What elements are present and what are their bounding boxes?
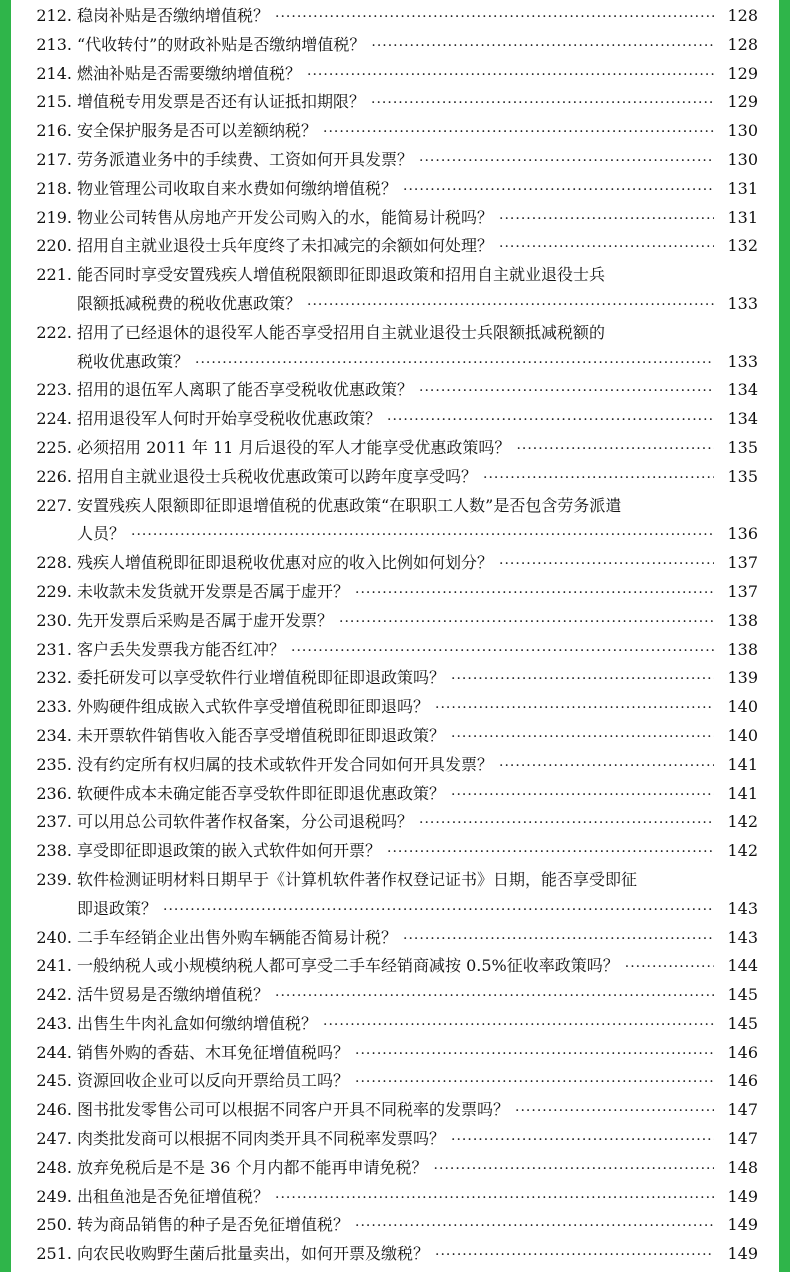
page-number: 140 [727,697,758,717]
toc-entry [30,405,760,434]
entry-number: 250. [36,1215,72,1235]
entry-title: 委托研发可以享受软件行业增值税即征即退政策吗？ [77,668,446,688]
entry-title: 未收款未发货就开发票是否属于虚开？ [77,581,350,601]
dot-leader [275,1184,714,1213]
entry-title: 向农民收购野生菌后批量卖出，如何开票及缴税？ [77,1244,430,1264]
page-number: 137 [727,581,758,601]
entry-title: 物业公司转售从房地产开发公司购入的水，能简易计税吗？ [77,207,494,227]
dot-leader [435,1241,714,1270]
entry-number: 248. [36,1157,72,1177]
page-number: 134 [727,380,758,400]
toc-entry [30,1067,760,1096]
entry-title: 税收优惠政策？ [77,351,190,371]
toc-entry [30,664,760,693]
page-number: 147 [727,1100,758,1120]
page-number: 142 [727,841,758,861]
dot-leader [371,32,714,61]
entry-title: 销售外购的香菇、木耳免征增值税吗？ [77,1042,350,1062]
toc-entry [30,866,760,895]
dot-leader [355,1068,714,1097]
dot-leader [275,3,714,32]
entry-number: 249. [36,1186,72,1206]
toc-entry [30,60,760,89]
page-number: 148 [727,1157,758,1177]
dot-leader [499,233,714,262]
dot-leader [403,176,714,205]
entry-title: 没有约定所有权归属的技术或软件开发合同如何开具发票？ [77,754,494,774]
page-number: 141 [727,754,758,774]
entry-number: 237. [36,812,72,832]
entry-number: 233. [36,697,72,717]
entry-title: 图书批发零售公司可以根据不同客户开具不同税率的发票吗？ [77,1100,510,1120]
page-number: 140 [727,725,758,745]
entry-title: 招用退役军人何时开始享受税收优惠政策？ [77,409,382,429]
entry-number: 213. [36,34,72,54]
page-number: 133 [727,293,758,313]
entry-title: 劳务派遣业务中的手续费、工资如何开具发票？ [77,149,414,169]
page-number: 131 [727,178,758,198]
toc-entry [30,492,760,521]
dot-leader [451,723,714,752]
toc-entry [30,1039,760,1068]
entry-title: 能否同时享受安置残疾人增值税限额即征即退政策和招用自主就业退役士兵 [77,265,606,285]
entry-title: 招用自主就业退役士兵年度终了未扣减完的余额如何处理？ [77,236,494,256]
toc-entry-continuation [30,290,760,319]
entry-title: 客户丢失发票我方能否红冲？ [77,639,286,659]
entry-number: 214. [36,63,72,83]
entry-title: 未开票软件销售收入能否享受增值税即征即退政策？ [77,725,446,745]
toc-entry [30,2,760,31]
page-number: 135 [727,466,758,486]
toc-entry-continuation [30,895,760,924]
entry-number: 225. [36,437,72,457]
entry-number: 241. [36,956,72,976]
page-number: 130 [727,121,758,141]
toc-entry [30,722,760,751]
entry-number: 231. [36,639,72,659]
page-number: 138 [727,639,758,659]
dot-leader [499,205,714,234]
toc-entry [30,1010,760,1039]
entry-title: 稳岗补贴是否缴纳增值税？ [77,6,270,25]
toc-entry [30,1240,760,1269]
entry-number: 224. [36,409,72,429]
page-number: 129 [727,63,758,83]
toc-entry [30,88,760,117]
dot-leader [451,1126,714,1155]
entry-number: 239. [36,869,72,889]
page-number: 142 [727,812,758,832]
entry-number: 228. [36,553,72,573]
dot-leader [355,579,714,608]
dot-leader [419,377,714,406]
toc-entry [30,780,760,809]
page-number: 128 [727,34,758,54]
entry-number: 243. [36,1013,72,1033]
toc-entry [30,463,760,492]
page-number: 143 [727,927,758,947]
dot-leader [355,1212,714,1241]
entry-title: 活牛贸易是否缴纳增值税？ [77,985,270,1005]
toc-entry [30,1154,760,1183]
page-number: 147 [727,1129,758,1149]
entry-title: 物业管理公司收取自来水费如何缴纳增值税？ [77,178,398,198]
toc-entry [30,146,760,175]
page-number: 146 [727,1071,758,1091]
entry-number: 247. [36,1129,72,1149]
entry-title: 安全保护服务是否可以差额纳税？ [77,121,318,141]
dot-leader [435,694,714,723]
toc-entry [30,981,760,1010]
entry-number: 222. [36,322,72,342]
entry-number: 235. [36,754,72,774]
entry-number: 245. [36,1071,72,1091]
entry-title: 招用的退伍军人离职了能否享受税收优惠政策？ [77,380,414,400]
entry-title: 人员？ [77,524,126,544]
dot-leader [323,1011,714,1040]
entry-number: 238. [36,841,72,861]
dot-leader [483,464,714,493]
entry-title: 二手车经销企业出售外购车辆能否简易计税？ [77,927,398,947]
entry-number: 212. [36,6,72,25]
dot-leader [387,838,714,867]
dot-leader [515,1097,714,1126]
entry-title: 限额抵减税费的税收优惠政策？ [77,293,302,313]
page-number: 129 [727,92,758,112]
entry-number: 220. [36,236,72,256]
toc-entry [30,175,760,204]
entry-title: 出租鱼池是否免征增值税？ [77,1186,270,1206]
toc-entry [30,204,760,233]
toc-entry-continuation [30,520,760,549]
entry-title: 即退政策？ [77,898,158,918]
entry-title: 燃油补贴是否需要缴纳增值税？ [77,63,302,83]
entry-title: 招用自主就业退役士兵税收优惠政策可以跨年度享受吗？ [77,466,478,486]
page-number: 130 [727,149,758,169]
entry-title: 肉类批发商可以根据不同肉类开具不同税率发票吗？ [77,1129,446,1149]
dot-leader [355,1040,714,1069]
dot-leader [403,925,714,954]
dot-leader [499,550,714,579]
entry-title: 资源回收企业可以反向开票给员工吗？ [77,1071,350,1091]
toc-entry [30,232,760,261]
toc-entry [30,434,760,463]
entry-number: 242. [36,985,72,1005]
toc-entry [30,924,760,953]
entry-title: 一般纳税人或小规模纳税人都可享受二手车经销商减按 0.5%征收率政策吗？ [77,956,619,976]
entry-number: 244. [36,1042,72,1062]
entry-number: 246. [36,1100,72,1120]
entry-title: 安置残疾人限额即征即退增值税的优惠政策“在职职工人数”是否包含劳务派遣 [77,495,622,515]
toc-entry [30,808,760,837]
toc-entry [30,1183,760,1212]
page-number: 146 [727,1042,758,1062]
entry-number: 232. [36,668,72,688]
entry-number: 229. [36,581,72,601]
page-number: 137 [727,553,758,573]
entry-number: 216. [36,121,72,141]
dot-leader [434,1155,714,1184]
toc-entry [30,1211,760,1240]
entry-number: 221. [36,265,72,285]
dot-leader [339,608,714,637]
entry-title: 可以用总公司软件著作权备案，分公司退税吗？ [77,812,414,832]
dot-leader [371,89,714,118]
entry-number: 240. [36,927,72,947]
page-number: 143 [727,898,758,918]
entry-title: 残疾人增值税即征即退税收优惠对应的收入比例如何划分？ [77,553,494,573]
dot-leader [323,118,714,147]
entry-title: 软件检测证明材料日期早于《计算机软件著作权登记证书》日期，能否享受即征 [77,869,638,889]
dot-leader [275,982,714,1011]
entry-title: 出售生牛肉礼盒如何缴纳增值税？ [77,1013,318,1033]
toc-entry-continuation [30,348,760,377]
table-of-contents [30,2,760,1269]
dot-leader [419,147,714,176]
entry-title: 先开发票后采购是否属于虚开发票？ [77,610,334,630]
toc-entry [30,376,760,405]
entry-number: 226. [36,466,72,486]
toc-entry [30,31,760,60]
entry-title: 招用了已经退休的退役军人能否享受招用自主就业退役士兵限额抵减税额的 [77,322,606,342]
toc-entry [30,549,760,578]
toc-entry [30,837,760,866]
toc-entry [30,1125,760,1154]
page-number: 144 [727,956,758,976]
dot-leader [451,781,714,810]
entry-title: 必须招用 2011 年 11 月后退役的军人才能享受优惠政策吗？ [77,437,511,457]
page-number: 128 [727,6,758,25]
page-number: 149 [727,1186,758,1206]
dot-leader [387,406,714,435]
entry-title: 享受即征即退政策的嵌入式软件如何开票？ [77,841,382,861]
dot-leader [291,637,714,666]
toc-entry [30,751,760,780]
toc-entry [30,636,760,665]
entry-number: 215. [36,92,72,112]
entry-title: 放弃免税后是不是 36 个月内都不能再申请免税？ [77,1157,428,1177]
toc-entry [30,261,760,290]
toc-entry [30,607,760,636]
page-number: 141 [727,783,758,803]
toc-entry [30,693,760,722]
dot-leader [131,521,714,550]
dot-leader [419,809,714,838]
dot-leader [307,291,714,320]
entry-title: 转为商品销售的种子是否免征增值税？ [77,1215,350,1235]
entry-title: 增值税专用发票是否还有认证抵扣期限？ [77,92,366,112]
page-number: 131 [727,207,758,227]
page-number: 149 [727,1244,758,1264]
dot-leader [195,349,714,378]
page-number: 138 [727,610,758,630]
entry-number: 223. [36,380,72,400]
page-number: 136 [727,524,758,544]
toc-entry [30,319,760,348]
toc-entry [30,1096,760,1125]
page-number: 149 [727,1215,758,1235]
dot-leader [625,953,714,982]
green-border-right [779,0,790,1272]
entry-title: “代收转付”的财政补贴是否缴纳增值税？ [77,34,366,54]
entry-number: 230. [36,610,72,630]
entry-number: 234. [36,725,72,745]
entry-number: 227. [36,495,72,515]
page-number: 145 [727,1013,758,1033]
entry-title: 外购硬件组成嵌入式软件享受增值税即征即退吗？ [77,697,430,717]
toc-entry [30,952,760,981]
toc-entry [30,117,760,146]
page-number: 132 [727,236,758,256]
dot-leader [451,665,714,694]
entry-number: 217. [36,149,72,169]
dot-leader [163,896,714,925]
page-number: 133 [727,351,758,371]
entry-title: 软硬件成本未确定能否享受软件即征即退优惠政策？ [77,783,446,803]
entry-number: 219. [36,207,72,227]
page-number: 145 [727,985,758,1005]
entry-number: 236. [36,783,72,803]
page-number: 139 [727,668,758,688]
page-number: 134 [727,409,758,429]
page-number: 135 [727,437,758,457]
dot-leader [516,435,714,464]
entry-number: 251. [36,1244,72,1264]
green-border-left [0,0,11,1272]
toc-entry [30,578,760,607]
dot-leader [499,752,714,781]
entry-number: 218. [36,178,72,198]
dot-leader [307,61,714,90]
